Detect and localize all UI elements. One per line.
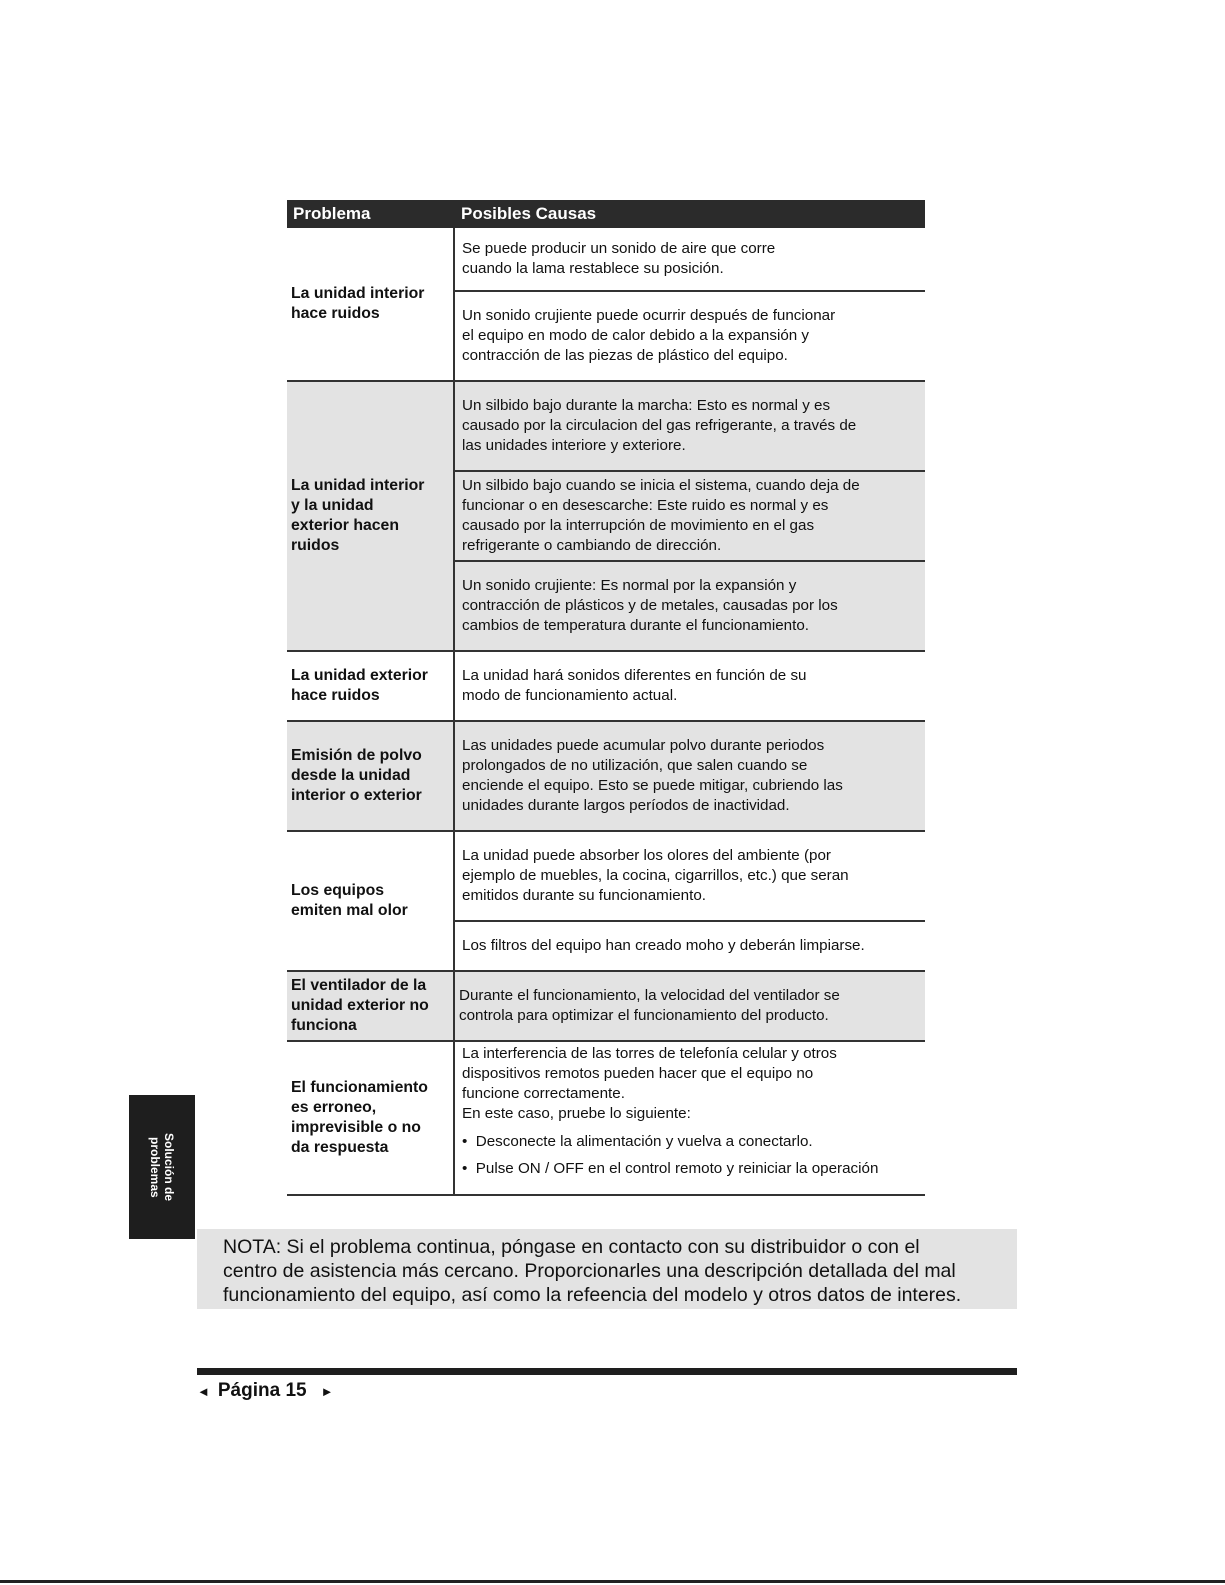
prev-page-icon[interactable]: ◄ <box>197 1383 210 1399</box>
note-line: centro de asistencia más cercano. Proporcionarles una descripción detallada del mal <box>223 1260 956 1282</box>
problem-line: imprevisible o no <box>291 1119 421 1136</box>
page-bottom-rule <box>0 1580 1225 1583</box>
footer-rule <box>197 1368 1017 1375</box>
problem-cell <box>287 228 454 381</box>
problem-line: es erroneo, <box>291 1099 377 1116</box>
page-navigation <box>197 1380 333 1402</box>
cause-cell <box>454 1041 925 1195</box>
page-number: Página 15 <box>217 1380 307 1401</box>
cause-cell <box>454 921 925 971</box>
problem-line: emiten mal olor <box>291 902 408 919</box>
cause-line: cambios de temperatura durante el funcionamiento. <box>462 617 809 634</box>
problem-line: El ventilador de la <box>291 977 427 994</box>
cause-line: Un silbido bajo durante la marcha: Esto es normal y es <box>462 397 831 414</box>
cause-line: funcione correctamente. <box>462 1085 625 1102</box>
cause-line: funcionar o en desescarche: Este ruido es normal y es <box>462 497 829 514</box>
problem-line: exterior hacen <box>291 517 399 534</box>
problem-line: La unidad interior <box>291 285 425 302</box>
cause-line: En este caso, pruebe lo siguiente: <box>462 1105 691 1122</box>
cause-line: causado por la interrupción de movimiento en el gas <box>462 517 815 534</box>
cause-line: Las unidades puede acumular polvo durante periodos <box>462 737 825 754</box>
cause-line: cuando la lama restablece su posición. <box>462 260 724 277</box>
table-row <box>287 381 925 471</box>
bullet-item: • Desconecte la alimentación y vuelva a conectarlo. <box>462 1132 919 1152</box>
cause-line: refrigerante o cambiando de dirección. <box>462 537 722 554</box>
problem-cell <box>287 721 454 831</box>
cause-line: ejemplo de muebles, la cocina, cigarrillos, etc.) que seran <box>462 867 849 884</box>
cause-line: causado por la circulacion del gas refrigerante, a través de <box>462 417 857 434</box>
section-tab-label: Solución de problemas <box>148 1132 176 1201</box>
cause-line: La unidad hará sonidos diferentes en función de su <box>462 667 807 684</box>
cause-cell <box>454 228 925 291</box>
cause-cell <box>454 721 925 831</box>
cause-cell <box>454 471 925 561</box>
cause-line: Un sonido crujiente: Es normal por la expansión y <box>462 577 797 594</box>
cause-cell <box>454 291 925 381</box>
problem-cell <box>287 831 454 971</box>
problem-cell <box>287 971 454 1041</box>
table-row <box>287 721 925 831</box>
problem-line: El funcionamiento <box>291 1079 428 1096</box>
problem-line: desde la unidad <box>291 767 411 784</box>
cause-line: dispositivos remotos pueden hacer que el equipo no <box>462 1065 814 1082</box>
next-page-icon[interactable]: ► <box>320 1383 334 1399</box>
cause-line: contracción de las piezas de plástico del equipo. <box>462 347 788 364</box>
cause-cell <box>454 651 925 721</box>
troubleshooting-table <box>287 200 925 1196</box>
cause-line: emitidos durante su funcionamiento. <box>462 887 706 904</box>
cause-line: La unidad puede absorber los olores del ambiente (por <box>462 847 831 864</box>
cause-line: modo de funcionamiento actual. <box>462 687 678 704</box>
cause-line: Un silbido bajo cuando se inicia el sistema, cuando deja de <box>462 477 860 494</box>
cause-line: el equipo en modo de calor debido a la expansión y <box>462 327 810 344</box>
problem-line: La unidad exterior <box>291 667 428 684</box>
cause-cell <box>454 561 925 651</box>
problem-cell <box>287 381 454 651</box>
cause-line: Un sonido crujiente puede ocurrir después de funcionar <box>462 307 836 324</box>
cause-line: contracción de plásticos y de metales, causadas por los <box>462 597 838 614</box>
note-box <box>197 1229 1017 1309</box>
problem-line: hace ruidos <box>291 305 380 322</box>
cause-line: prolongados de no utilización, que salen cuando se <box>462 757 808 774</box>
table-row <box>287 651 925 721</box>
problem-line: funciona <box>291 1017 357 1034</box>
cause-line: Durante el funcionamiento, la velocidad del ventilador se <box>459 987 840 1004</box>
problem-line: y la unidad <box>291 497 374 514</box>
cause-cell <box>454 971 925 1041</box>
section-tab <box>129 1095 195 1239</box>
cause-line: controla para optimizar el funcionamiento del producto. <box>459 1007 829 1024</box>
cause-cell <box>454 831 925 921</box>
cause-line: las unidades interiore y exteriore. <box>462 437 686 454</box>
cause-line: enciende el equipo. Esto se puede mitigar, cubriendo las <box>462 777 843 794</box>
problem-line: Emisión de polvo <box>291 747 422 764</box>
problem-line: hace ruidos <box>291 687 380 704</box>
table-header-row <box>287 200 925 228</box>
table-row <box>287 831 925 921</box>
table-row <box>287 1041 925 1195</box>
cause-line: Se puede producir un sonido de aire que corre <box>462 240 776 257</box>
note-line: NOTA: Si el problema continua, póngase en contacto con su distribuidor o con el <box>223 1236 920 1258</box>
problem-cell <box>287 1041 454 1195</box>
note-line: funcionamiento del equipo, así como la refeencia del modelo y otros datos de interes. <box>223 1284 962 1306</box>
problem-line: da respuesta <box>291 1139 389 1156</box>
bullet-item: • Pulse ON / OFF en el control remoto y reiniciar la operación <box>462 1159 919 1179</box>
header-causes: Posibles Causas <box>454 200 925 228</box>
problem-line: unidad exterior no <box>291 997 429 1014</box>
table-row <box>287 971 925 1041</box>
cause-line: La interferencia de las torres de telefonía celular y otros <box>462 1045 837 1062</box>
problem-line: Los equipos <box>291 882 385 899</box>
cause-cell <box>454 381 925 471</box>
cause-line: Los filtros del equipo han creado moho y deberán limpiarse. <box>462 937 865 954</box>
cause-line: unidades durante largos períodos de inactividad. <box>462 797 790 814</box>
problem-line: interior o exterior <box>291 787 422 804</box>
header-problem: Problema <box>287 200 454 228</box>
problem-line: La unidad interior <box>291 477 425 494</box>
table-row <box>287 228 925 291</box>
problem-line: ruidos <box>291 537 340 554</box>
problem-cell <box>287 651 454 721</box>
